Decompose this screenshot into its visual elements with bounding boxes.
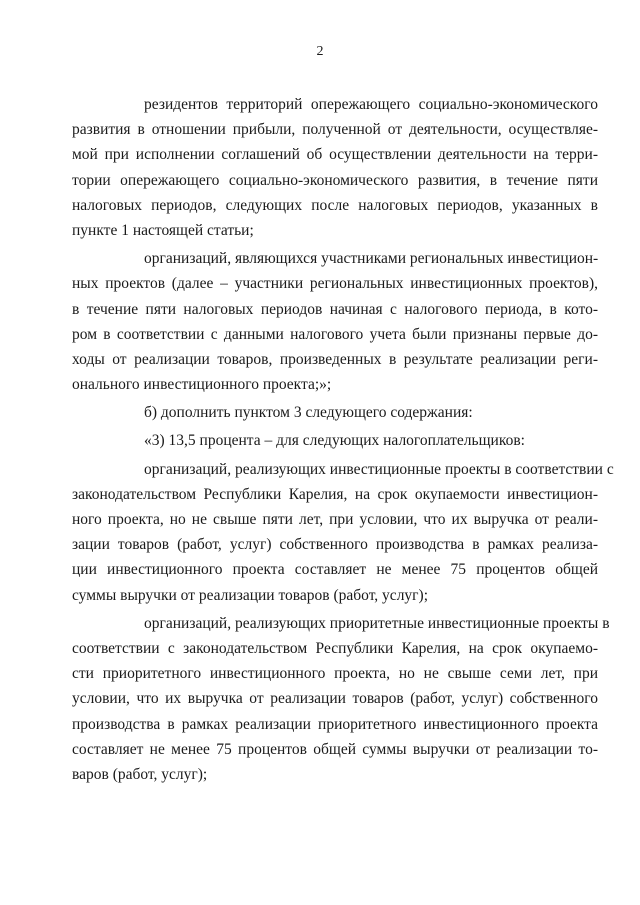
text-line: соответствии с законодательством Республики Карелия, на срок окупаемо- [72,639,598,657]
text-line: организаций, являющихся участниками региональных инвестицион- [144,250,599,268]
paragraph [108,400,598,425]
text-line: сти приоритетного инвестиционного проекта, но не свыше семи лет, при [72,665,598,683]
text-line: организаций, реализующих инвестиционные проекты в соответствии с [144,460,614,478]
paragraph [72,611,610,787]
text-line: суммы выручки от реализации товаров (работ, услуг); [72,586,429,604]
text-line: пункте 1 настоящей статьи; [72,221,254,239]
text-line: тории опережающего социально-экономического развития, в течение пяти [72,171,598,189]
text-line: б) дополнить пунктом 3 следующего содержания: [144,404,473,422]
text-line: условии, что их выручка от реализации товаров (работ, услуг) собственного [72,690,598,708]
text-line: ром в соответствии с данными налогового учета были признаны первые до- [72,325,598,343]
text-line: развития в отношении прибыли, полученной от деятельности, осуществляе- [72,121,598,139]
text-line: онального инвестиционного проекта;»; [72,376,332,394]
text-line: зации товаров (работ, услуг) собственного производства в рамках реализа- [72,536,598,554]
paragraph [72,457,614,608]
text-line: законодательством Республики Карелия, на срок окупаемости инвестицион- [72,485,598,503]
paragraph [72,92,598,243]
text-line: резидентов территорий опережающего социально-экономического [144,96,598,113]
text-line: производства в рамках реализации приоритетного инвестиционного проекта [72,715,598,733]
text-line: ного проекта, но не свыше пяти лет, при условии, что их выручка от реали- [72,511,598,528]
page-number: 2 [316,44,324,59]
text-line: мой при исполнении соглашений об осуществлении деятельности на терри- [72,146,598,164]
text-line: составляет не менее 75 процентов общей суммы выручки от реализации то- [72,740,598,758]
document-body [72,92,614,787]
text-line: «3) 13,5 процента – для следующих налогоплательщиков: [144,432,525,450]
text-line: ных проектов (далее – участники региональных инвестиционных проектов), [72,275,598,293]
text-line: варов (работ, услуг); [72,765,208,783]
paragraph [108,428,598,453]
text-line: налоговых периодов, следующих после налоговых периодов, указанных в [72,196,598,214]
paragraph [72,246,599,397]
text-line: в течение пяти налоговых периодов начиная с налогового периода, в кото- [72,300,598,318]
text-line: ции инвестиционного проекта составляет не менее 75 процентов общей [72,561,598,579]
text-line: ходы от реализации товаров, произведенных в результате реализации реги- [72,350,598,368]
text-line: организаций, реализующих приоритетные инвестиционные проекты в [144,614,610,632]
